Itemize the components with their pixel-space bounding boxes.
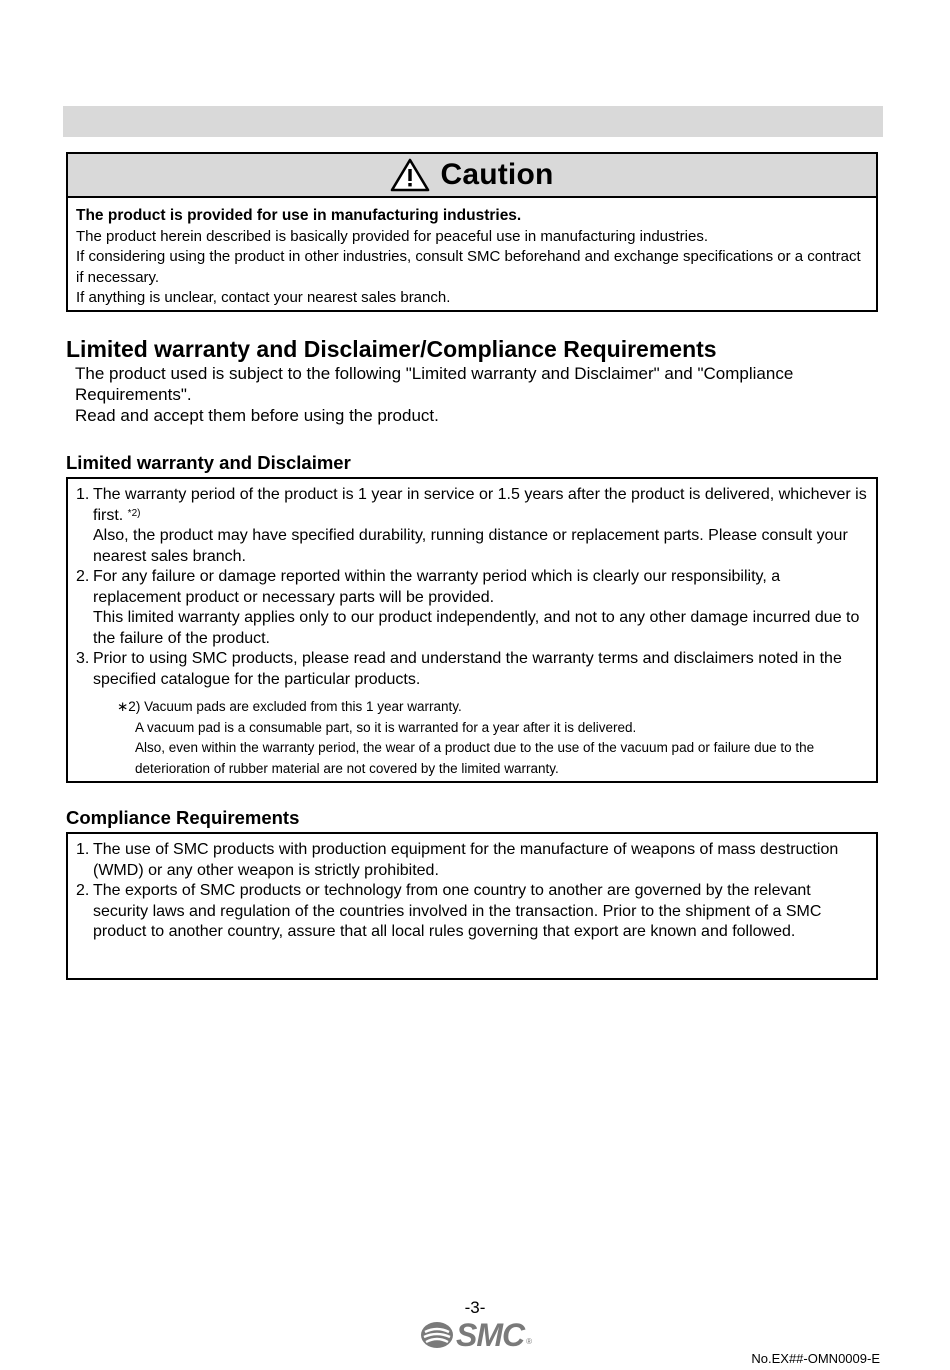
caution-line: The product herein described is basically provided for peaceful use in manufacturing industries. bbox=[76, 227, 709, 245]
compliance-box bbox=[66, 832, 878, 980]
list-item bbox=[76, 485, 868, 567]
item-number: 1. bbox=[76, 486, 90, 503]
caution-box bbox=[66, 152, 878, 312]
smc-logo-icon bbox=[420, 1320, 454, 1350]
item-number: 2. bbox=[76, 882, 90, 899]
caution-line: If anything is unclear, contact your nearest sales branch. bbox=[76, 289, 451, 306]
list-item bbox=[76, 649, 868, 690]
caution-lead: The product is provided for use in manufacturing industries. bbox=[76, 207, 522, 224]
intro-paragraph: The product used is subject to the following "Limited warranty and Disclaimer" and "Compliance Requirements". bbox=[75, 364, 794, 404]
list-item bbox=[76, 567, 868, 649]
smc-logo-text: SMC bbox=[456, 1317, 525, 1353]
footnote-text: Vacuum pads are excluded from this 1 year warranty. bbox=[144, 699, 462, 714]
compliance-list bbox=[68, 834, 876, 943]
item-number: 2. bbox=[76, 568, 90, 585]
intro-paragraph: Read and accept them before using the product. bbox=[75, 406, 439, 425]
item-text: Prior to using SMC products, please read and understand the warranty terms and disclaimers noted in the specified catalogue for the particular products. bbox=[93, 650, 842, 688]
footnote-ref: *2) bbox=[127, 507, 141, 519]
footnote-lines bbox=[109, 697, 876, 779]
footnote-mark: ∗2) bbox=[117, 699, 141, 714]
caution-title: Caution bbox=[440, 158, 554, 191]
footnote bbox=[68, 697, 876, 779]
list-item bbox=[76, 840, 868, 881]
item-extra: Also, the product may have specified durability, running distance or replacement parts. Please consult your nearest sales branch. bbox=[93, 527, 848, 565]
footnote-line: Also, even within the warranty period, the wear of a product due to the use of the vacuum pad or failure due to the deterioration of rubber material are not covered by the limited warranty. bbox=[135, 740, 815, 776]
footnote-first-line bbox=[117, 697, 876, 718]
header-band bbox=[63, 106, 883, 137]
item-text: The exports of SMC products or technology from one country to another are governed by the relevant security laws and regulation of the countries involved in the transaction. Prior to the shipment of a SMC product to another country, assure that all local rules governing that export are known and followed. bbox=[93, 882, 822, 940]
footnote-line: A vacuum pad is a consumable part, so it is warranted for a year after it is delivered. bbox=[135, 719, 637, 735]
list-item bbox=[76, 881, 868, 943]
item-number: 1. bbox=[76, 841, 90, 858]
item-number: 3. bbox=[76, 650, 90, 667]
page-number: -3- bbox=[464, 1298, 486, 1317]
warranty-heading: Limited warranty and Disclaimer bbox=[66, 452, 351, 473]
warranty-list bbox=[68, 479, 876, 690]
document-number: No.EX##-OMN0009-E bbox=[751, 1351, 880, 1366]
warranty-box bbox=[66, 477, 878, 783]
caution-line: If considering using the product in other industries, consult SMC beforehand and exchange specifications or a contract if necessary. bbox=[76, 248, 861, 286]
item-text: The warranty period of the product is 1 year in service or 1.5 years after the product is delivered, whichever is first. bbox=[93, 486, 867, 524]
warning-triangle-icon bbox=[390, 158, 430, 192]
item-text: For any failure or damage reported within the warranty period which is clearly our responsibility, a replacement product or necessary parts will be provided. bbox=[93, 568, 781, 606]
caution-header bbox=[68, 154, 876, 198]
item-extra: This limited warranty applies only to our product independently, and not to any other damage incurred due to the failure of the product. bbox=[93, 609, 860, 647]
caution-body bbox=[68, 198, 876, 309]
smc-logo bbox=[420, 1318, 532, 1352]
page-title: Limited warranty and Disclaimer/Compliance Requirements bbox=[66, 336, 717, 362]
compliance-heading: Compliance Requirements bbox=[66, 807, 300, 828]
item-text: The use of SMC products with production equipment for the manufacture of weapons of mass destruction (WMD) or any other weapon is strictly prohibited. bbox=[93, 841, 839, 879]
intro-text bbox=[75, 363, 875, 426]
registered-mark: ® bbox=[526, 1337, 533, 1346]
